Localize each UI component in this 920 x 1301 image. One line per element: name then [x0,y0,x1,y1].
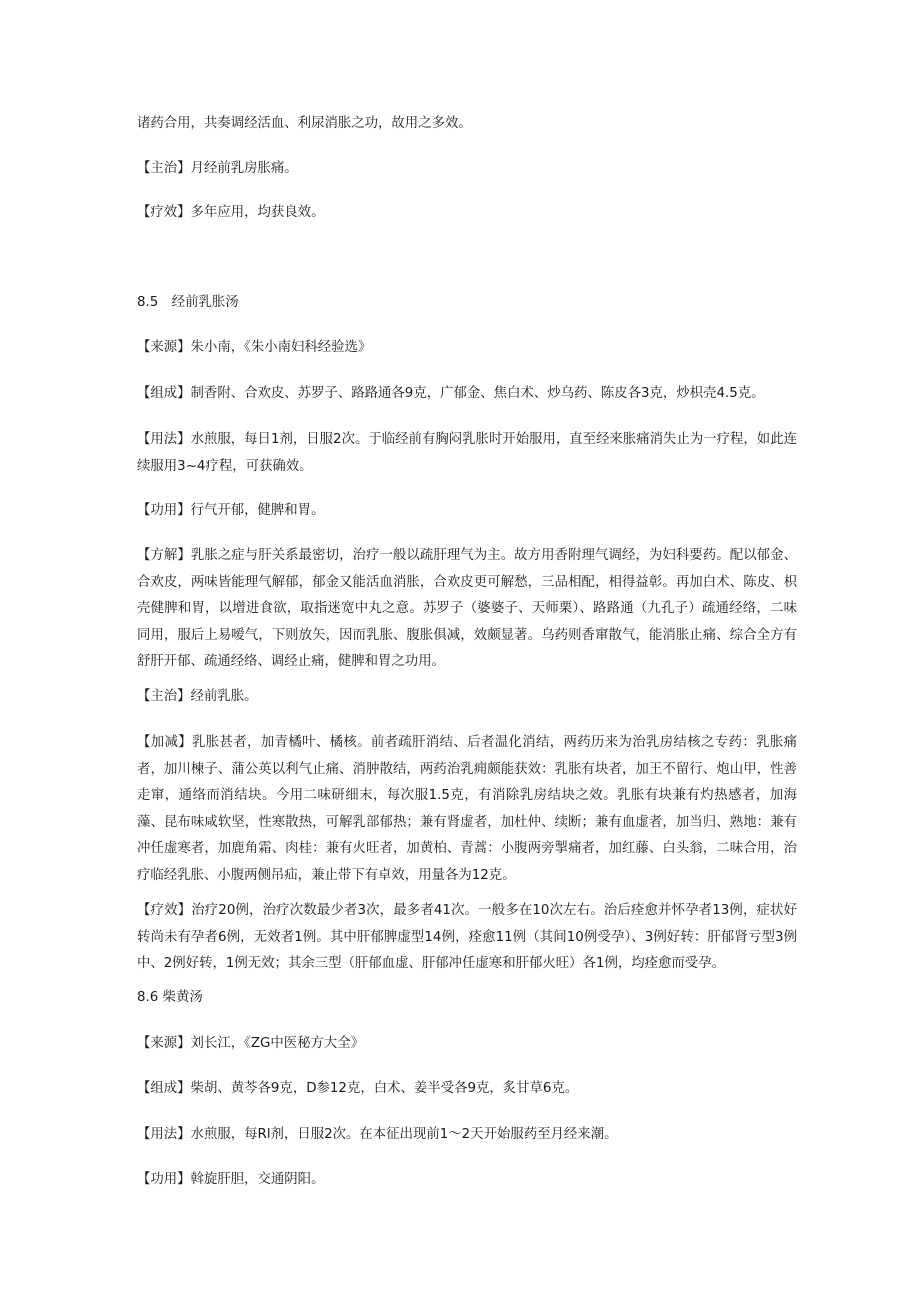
paragraph-composition: 【组成】制香附、合欢皮、苏罗子、路路通各9克，广郁金、焦白术、炒乌药、陈皮各3克，炒枳壳4.5克。 [137,386,765,401]
paragraph-composition-2: 【组成】柴胡、黄芩各9克，D参12克，白术、姜半受各9克，炙甘草6克。 [137,1081,579,1096]
paragraph-function-2: 【功用】斡旋肝胆，交通阴阳。 [137,1172,325,1187]
paragraph-indication-2: 【主治】经前乳胀。 [137,689,258,704]
paragraph-efficacy: 【疗效】多年应用，均获良效。 [137,205,325,220]
paragraph-usage-2: 【用法】水煎服，每Rl剂，日服2次。在本征出现前1～2天开始服药至月经来潮。 [137,1127,618,1142]
paragraph-source: 【来源】朱小南，《朱小南妇科经验选》 [137,340,372,355]
section-heading-8-6: 8.6 柴黄汤 [137,990,203,1005]
paragraph-explanation: 【方解】乳胀之症与肝关系最密切，治疗一般以疏肝理气为主。故方用香附理气调经，为妇科要药。配以郁金、合欢皮，两味皆能理气解郁，郁金又能活血消胀，合欢皮更可解愁，三品相配，相得益彰。再加白术、陈皮、枳壳健脾和胃，以增进食欲，取指迷宽中丸之意。苏罗子（婆婆子、天师栗）、路路通（九孔子）疏通经络，二味同用，服后上易嗳气，下则放矢，因而乳胀、腹胀俱减，效颇显著。乌药则香窜散气，能消胀止痛、综合全方有舒肝开郁、疏通经络、调经止痛，健脾和胃之功用。 [137,548,797,670]
paragraph-usage: 【用法】水煎服，每日1剂，日服2次。于临经前有胸闷乳胀时开始服用，直至经来胀痛消失止为一疗程，如此连续服用3~4疗程，可获确效。 [137,432,797,474]
paragraph-function: 【功用】行气开郁，健脾和胃。 [137,503,325,518]
paragraph-intro-summary: 诸药合用，共奏调经活血、利尿消胀之功，故用之多效。 [137,116,472,131]
paragraph-modification: 【加减】乳胀甚者，加青橘叶、橘核。前者疏肝消结、后者温化消结，两药历来为治乳房结核之专药：乳胀痛者，加川楝子、蒲公英以利气止痛、消肿散结，两药治乳痈颇能获效：乳胀有块者，加王不留行、炮山甲，性善走窜，通络而消结块。今用二味研细末，每次服1.5克，有消除乳房结块之效。乳胀有块兼有灼热感者，加海藻、昆布味咸软坚，性寒散热，可解乳部郁热；兼有肾虚者，加杜仲、续断；兼有血虚者，加当归、熟地：兼有冲任虚寒者，加鹿角霜、肉桂：兼有火旺者，加黄柏、青蒿：小腹两旁掣痛者，加红藤、白头翁，二味合用，治疗临经乳胀、小腹两侧吊疝，兼止带下有卓效，用量各为12克。 [137,735,797,883]
paragraph-indication: 【主治】月经前乳房胀痛。 [137,161,298,176]
paragraph-source-2: 【来源】刘长江，《ZG中医秘方大全》 [137,1036,365,1051]
paragraph-efficacy-2: 【疗效】治疗20例，治疗次数最少者3次，最多者41次。一般多在10次左右。治后痊愈并怀孕者13例，症状好转尚未有孕者6例，无效者1例。其中肝郁脾虚型14例，痊愈11例（其间10例受孕）、3例好转：肝郁肾亏型3例中、2例好转，1例无效；其余三型（肝郁血虚、肝郁冲任虚寒和肝郁火旺）各1例，均痊愈而受孕。 [137,903,797,972]
section-heading-8-5: 8.5 经前乳胀汤 [137,295,239,310]
